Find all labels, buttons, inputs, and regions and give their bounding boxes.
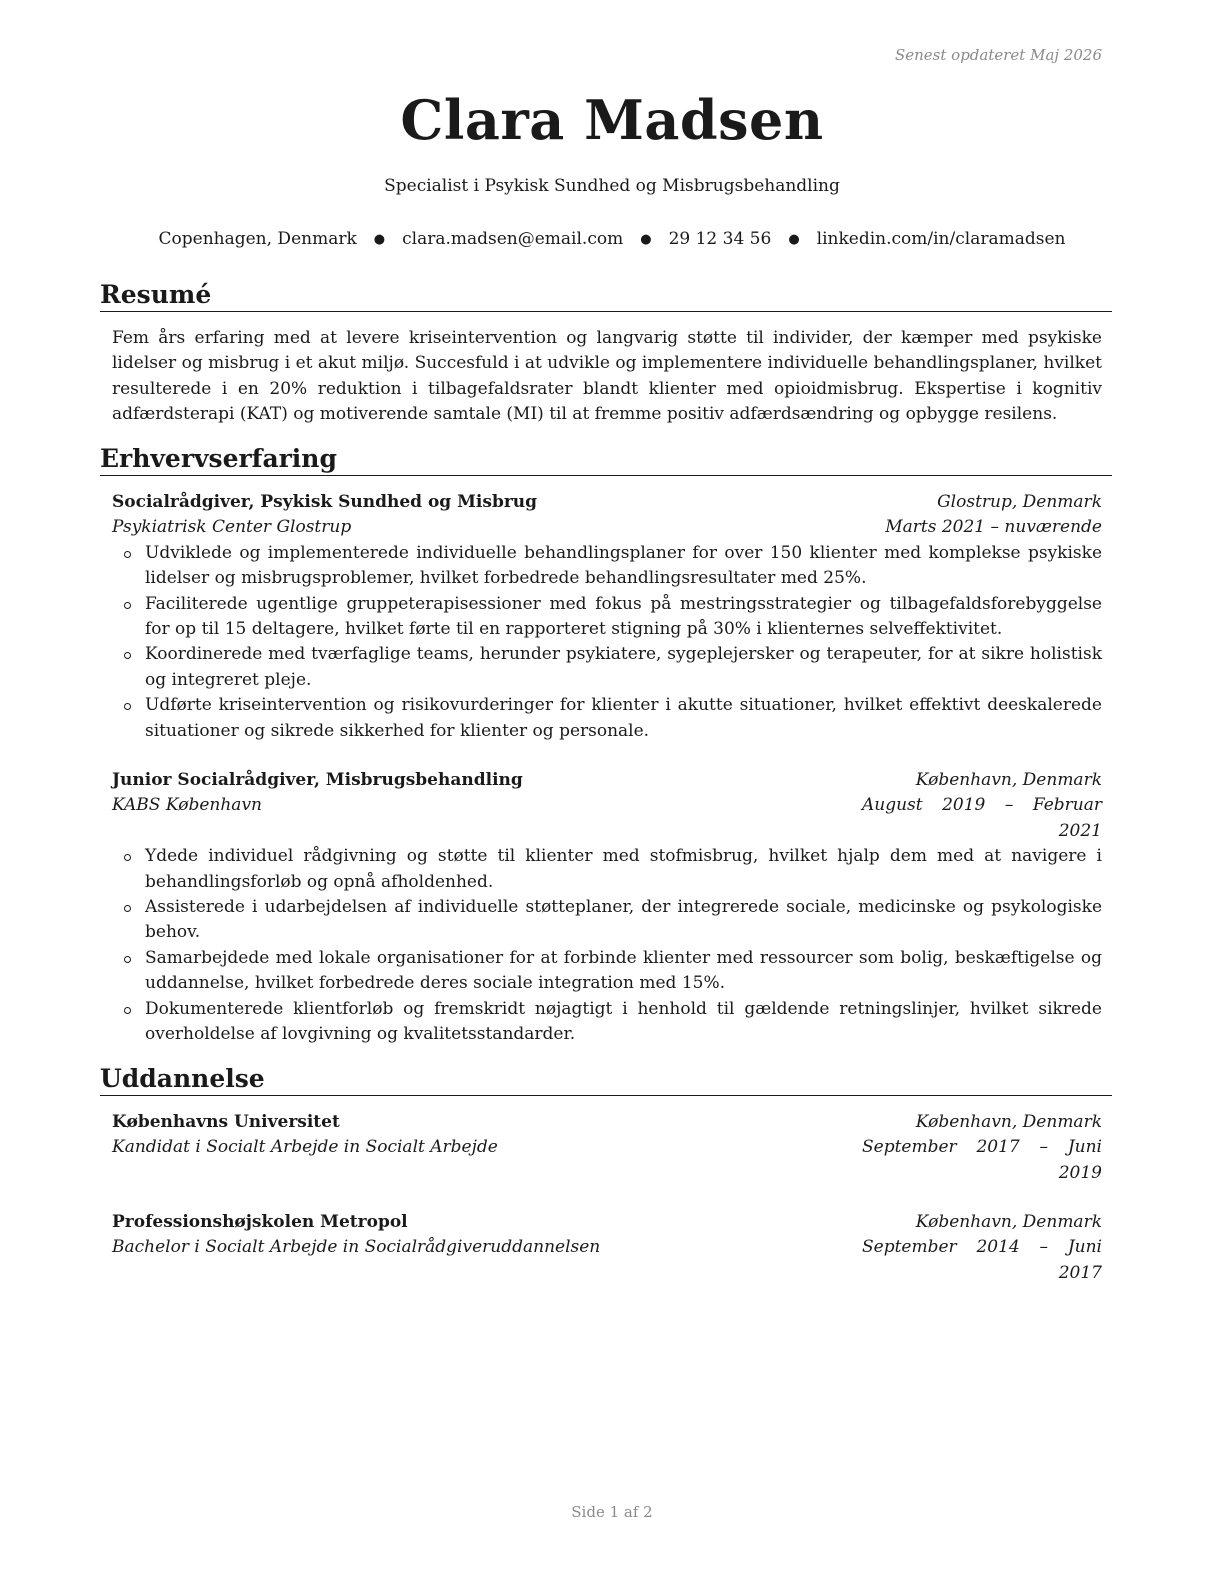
- bullet-separator-icon: ●: [373, 232, 386, 247]
- list-item: Udviklede og implementerede individuelle behandlingsplaner for over 150 klienter med komplekse psykiske lidelser og misbrugsproblemer, hvilket forbedrede behandlingsresultater med 25%.: [112, 541, 1102, 592]
- list-item: Faciliterede ugentlige gruppeterapisessioner med fokus på mestringsstrategier og tilbagefaldsforebyggelse for op til 15 deltagere, hvilket førte til en rapporteret stigning på 30% i klienternes selveffektivitet.: [112, 592, 1102, 643]
- list-item: Samarbejdede med lokale organisationer for at forbinde klienter med ressourcer som bolig, beskæftigelse og uddannelse, hvilket forbedrede deres sociale integration med 15%.: [112, 946, 1102, 997]
- section-title-summary: Resumé: [100, 280, 1112, 312]
- degree: Bachelor i Socialt Arbejde in Socialrådgiveruddannelsen: [112, 1237, 601, 1258]
- education-dates: September 2014 – Juni 2017: [862, 1237, 1102, 1283]
- contact-linkedin[interactable]: linkedin.com/in/claramadsen: [816, 229, 1066, 249]
- school-location: København, Denmark: [915, 1112, 1102, 1132]
- job-role: Junior Socialrådgiver, Misbrugsbehandling: [112, 770, 523, 790]
- school-name: Professionshøjskolen Metropol: [112, 1212, 408, 1232]
- last-updated: Senest opdateret Maj 2026: [894, 46, 1102, 64]
- job-entry: [112, 768, 1102, 1047]
- bullet-separator-icon: ●: [788, 232, 800, 247]
- contact-location: Copenhagen, Denmark: [158, 229, 357, 249]
- contact-phone: 29 12 34 56: [668, 229, 772, 249]
- section-title-experience: Erhvervserfaring: [100, 444, 1112, 476]
- summary-text: Fem års erfaring med at levere kriseintervention og langvarig støtte til individer, der kæmper med psykiske lidelser og misbrug i et akut miljø. Succesfuld i at udvikle og implementere individuelle behandlingsplaner, hvilket resulterede i en 20% reduktion i tilbagefaldsrater blandt klienter med opioidmisbrug. Ekspertise i kognitiv adfærdsterapi (KAT) og motiverende samtale (MI) til at fremme positiv adfærdsændring og opbygge resilens.: [112, 328, 1102, 425]
- list-item: Udførte kriseintervention og risikovurderinger for klienter i akutte situationer, hvilket effektivt deeskalerede situationer og sikrede sikkerhed for klienter og personale.: [112, 693, 1102, 744]
- job-dates: Marts 2021 – nuværende: [885, 517, 1102, 538]
- job-location: København, Denmark: [915, 770, 1102, 790]
- tagline: Specialist i Psykisk Sundhed og Misbrugsbehandling: [384, 176, 840, 196]
- education-entry: [112, 1210, 1102, 1286]
- list-item: Assisterede i udarbejdelsen af individuelle støtteplaner, der integrerede sociale, medicinske og psykologiske behov.: [112, 895, 1102, 946]
- school-name: Københavns Universitet: [112, 1112, 340, 1132]
- contact-line: [0, 229, 1224, 249]
- job-entry: [112, 490, 1102, 744]
- bullet-separator-icon: ●: [640, 232, 652, 247]
- page-number: Side 1 af 2: [571, 1503, 653, 1521]
- section-title-education: Uddannelse: [100, 1064, 1112, 1096]
- job-bullets: [112, 541, 1102, 744]
- education-entry: [112, 1110, 1102, 1186]
- school-location: København, Denmark: [915, 1212, 1102, 1232]
- job-bullets: [112, 844, 1102, 1047]
- job-location: Glostrup, Denmark: [937, 492, 1102, 512]
- job-role: Socialrådgiver, Psykisk Sundhed og Misbrug: [112, 492, 538, 512]
- list-item: Ydede individuel rådgivning og støtte til klienter med stofmisbrug, hvilket hjalp dem med at navigere i behandlingsforløb og opnå afholdenhed.: [112, 844, 1102, 895]
- education-dates: September 2017 – Juni 2019: [862, 1137, 1102, 1183]
- candidate-name: Clara Madsen: [400, 88, 824, 152]
- contact-email[interactable]: clara.madsen@email.com: [402, 229, 624, 249]
- list-item: Dokumenterede klientforløb og fremskridt nøjagtigt i henhold til gældende retningslinjer, hvilket sikrede overholdelse af lovgivning og kvalitetsstandarder.: [112, 997, 1102, 1048]
- list-item: Koordinerede med tværfaglige teams, herunder psykiatere, sygeplejersker og terapeuter, for at sikre holistisk og integreret pleje.: [112, 642, 1102, 693]
- job-employer: KABS København: [112, 795, 262, 816]
- job-employer: Psykiatrisk Center Glostrup: [112, 517, 352, 538]
- degree: Kandidat i Socialt Arbejde in Socialt Arbejde: [112, 1137, 498, 1158]
- job-dates: August 2019 – Februar 2021: [862, 795, 1102, 841]
